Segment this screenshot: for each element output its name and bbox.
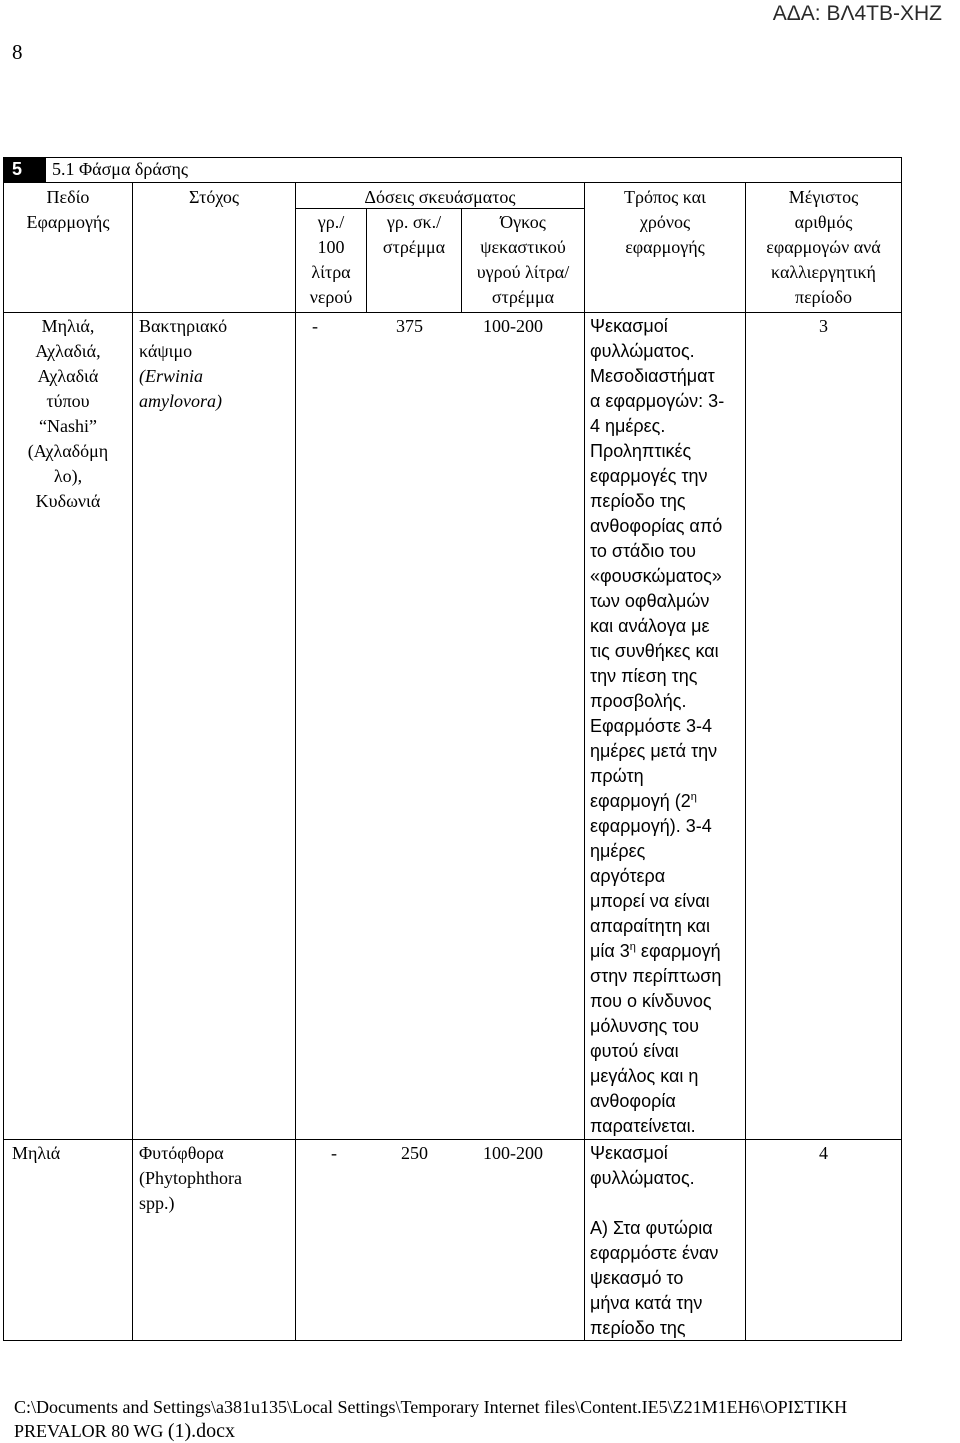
row2-field: Μηλιά [12, 1143, 61, 1163]
header-field: Πεδίο Εφαρμογής [26, 187, 110, 232]
col-divider-target [295, 182, 296, 1340]
row1-spray-volume: 100-200 [483, 316, 543, 336]
header-dose-per-100l: γρ./ 100 λίτρα νερού [309, 212, 353, 307]
row2-target: Φυτόφθορα (Phytophthora spp.) [139, 1143, 242, 1213]
row1-max-applications: 3 [819, 316, 828, 336]
header-bottom-divider [3, 312, 902, 313]
row1-dose-per-100l: - [312, 316, 318, 336]
row1-dose-per-stremma: 375 [396, 316, 423, 336]
row2-dose-per-stremma: 250 [401, 1143, 428, 1163]
ada-code: ΑΔΑ: ΒΛ4ΤΒ-ΧΗΖ [772, 2, 942, 25]
footer-path: C:\Documents and Settings\a381u135\Local Settings\Temporary Internet files\Content.IE5\Z21M1EH6\ΟΡΙΣΤΙΚΗ [14, 1397, 848, 1417]
row-divider [3, 1139, 902, 1140]
col-divider-method [745, 182, 746, 1340]
row1-field: Μηλιά, Αχλαδιά, Αχλαδιά τύπου “Nashi” (Αχλαδόμη λο), Κυδωνιά [27, 316, 109, 511]
col-divider-doses [584, 182, 585, 1340]
page-number: 8 [12, 40, 23, 64]
row2-spray-volume: 100-200 [483, 1143, 543, 1163]
row1-method: Ψεκασμοί φυλλώματος. Μεσοδιαστήματ α εφαρμογών: 3- 4 ημέρες. Προληπτικές εφαρμογές την περίοδο της ανθοφορίας από το στάδιο του «φουσκώματος» των οφθαλμών και ανάλογα με τις συνθήκες και την πίεση της προσβολής. Εφαρμόστε 3-4 ημέρες μετά την πρώτη εφαρμογή ($2^\eta$ εφαρμογή). 3-4 ημέρες αργότερα μπορεί να είναι απαραίτητη και μία $3^\eta$ εφαρμογή στην περίπτωση που ο κίνδυνος μόλυνσης του φυτού είναι μεγάλος και η ανθοφορία παρατείνεται. [590, 316, 725, 1136]
row2-max-applications: 4 [819, 1143, 828, 1163]
header-target: Στόχος [188, 187, 240, 207]
header-dose-per-stremma: γρ. σκ./ στρέμμα [382, 212, 446, 257]
row2-method: Ψεκασμοί φυλλώματος. Α) Στα φυτώρια εφαρμόστε έναν ψεκασμό το μήνα κατά την περίοδο της [590, 1143, 719, 1338]
header-spray-volume: Όγκος ψεκαστικού υγρού λίτρα/ στρέμμα [476, 212, 570, 307]
header-max-applications: Μέγιστος αριθμός εφαρμογών ανά καλλιεργητική περίοδο [766, 187, 881, 307]
row2-dose-per-100l: - [331, 1143, 337, 1163]
header-doses: Δόσεις σκευάσματος [364, 187, 516, 207]
section-header-divider [3, 182, 902, 183]
table-border-bottom [3, 1340, 902, 1341]
table-border-right [901, 157, 902, 1341]
section-title: 5.1 Φάσμα δράσης [52, 159, 189, 179]
section-number: 5 [3, 157, 46, 182]
header-method: Τρόπος και χρόνος εφαρμογής [624, 187, 706, 257]
col-divider-field [132, 182, 133, 1340]
file-path-footer [14, 1395, 944, 1443]
footer-filename: PREVALOR 80 WG (1).docx [14, 1420, 236, 1442]
row1-target: Βακτηριακό κάψιμο (Erwinia amylovora) [139, 316, 228, 411]
